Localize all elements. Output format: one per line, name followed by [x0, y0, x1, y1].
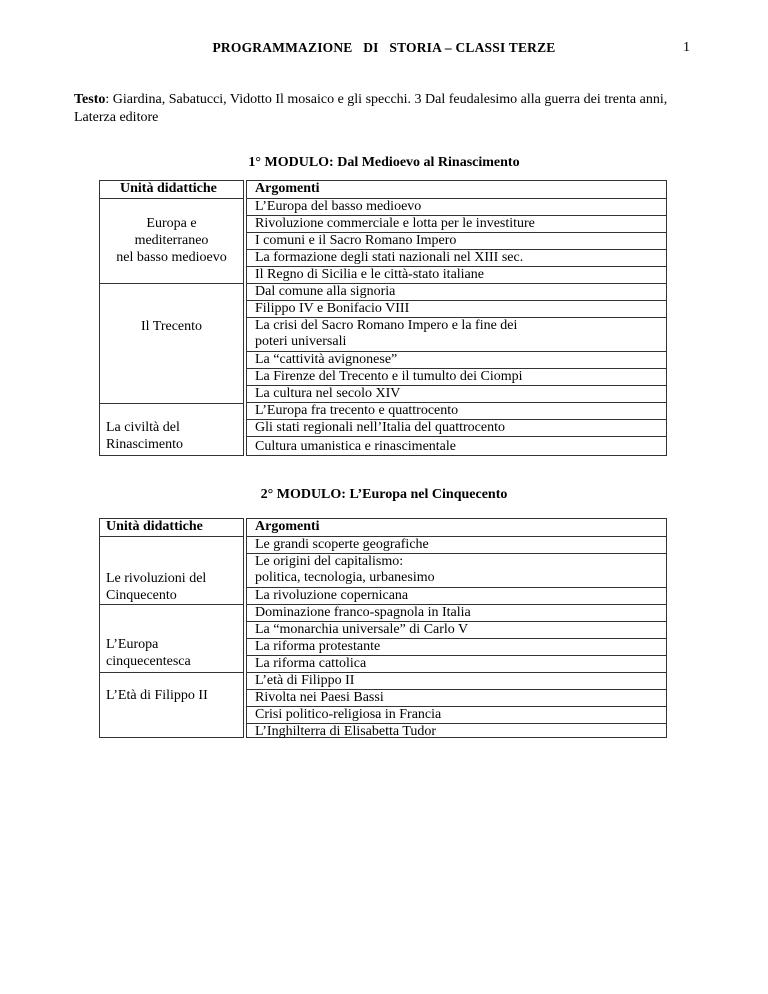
textbook-value: : Giardina, Sabatucci, Vidotto Il mosaico e gli specchi. 3 Dal feudalesimo alla guerra dei trenta anni, Laterza editore: [74, 92, 668, 125]
topic-row: Dominazione franco-spagnola in Italia: [247, 604, 666, 621]
topic-row: Gli stati regionali nell’Italia del quattrocento: [247, 419, 666, 436]
module-1-title: 1° MODULO: Dal Medioevo al Rinascimento: [248, 155, 520, 170]
module-1-topics-header: Argomenti: [255, 181, 320, 196]
textbook-label: Testo: [74, 92, 106, 107]
topic-row: Le grandi scoperte geografiche: [247, 536, 666, 553]
topic-row: La crisi del Sacro Romano Impero e la fine dei: [247, 317, 666, 334]
module-1-topics-column: [246, 180, 667, 456]
topic-row: Rivoluzione commerciale e lotta per le investiture: [247, 215, 666, 232]
page-header: [0, 40, 768, 56]
topic-row: politica, tecnologia, urbanesimo: [255, 570, 435, 585]
topic-row: La Firenze del Trecento e il tumulto dei Ciompi: [247, 368, 666, 385]
module-1-units-column: [99, 180, 244, 456]
module-1-unit-3: La civiltà del Rinascimento: [106, 420, 183, 452]
topic-row: Filippo IV e Bonifacio VIII: [247, 300, 666, 317]
module-1-units-header: Unità didattiche: [120, 181, 217, 196]
topic-row: La cultura nel secolo XIV: [247, 385, 666, 402]
topic-row: Il Regno di Sicilia e le città-stato italiane: [247, 266, 666, 283]
page-number: 1: [683, 40, 690, 55]
topic-row: L’Inghilterra di Elisabetta Tudor: [247, 723, 666, 738]
topic-row: La riforma protestante: [247, 638, 666, 655]
topic-row: La “monarchia universale” di Carlo V: [247, 621, 666, 638]
module-2-unit-2: L’Europa cinquecentesca: [106, 637, 191, 669]
topic-row: Cultura umanistica e rinascimentale: [247, 436, 666, 455]
module-2-title: 2° MODULO: L’Europa nel Cinquecento: [260, 487, 508, 502]
module-2-topics-column: [246, 518, 667, 738]
module-1-unit-1: Europa e mediterraneo nel basso medioevo: [116, 216, 227, 265]
topic-row: Le origini del capitalismo:: [247, 553, 666, 570]
textbook-reference: [74, 91, 684, 127]
topic-row: Rivolta nei Paesi Bassi: [247, 689, 666, 706]
topic-row: L’età di Filippo II: [247, 672, 666, 689]
topic-row: La riforma cattolica: [247, 655, 666, 672]
topic-row: L’Europa del basso medioevo: [247, 198, 666, 215]
topic-row: poteri universali: [255, 334, 347, 349]
topic-row: Crisi politico-religiosa in Francia: [247, 706, 666, 723]
topic-row: Dal comune alla signoria: [247, 283, 666, 300]
module-2-unit-3: L’Età di Filippo II: [106, 688, 208, 703]
document-title: PROGRAMMAZIONE DI STORIA – CLASSI TERZE: [212, 40, 556, 55]
topic-row: I comuni e il Sacro Romano Impero: [247, 232, 666, 249]
topic-row: La rivoluzione copernicana: [247, 587, 666, 604]
topic-row: L’Europa fra trecento e quattrocento: [247, 402, 666, 419]
module-2-topics-header: Argomenti: [255, 519, 320, 534]
topic-row: La “cattività avignonese”: [247, 351, 666, 368]
module-1-unit-2: Il Trecento: [140, 319, 203, 334]
module-2-unit-1: Le rivoluzioni del Cinquecento: [106, 571, 207, 603]
topic-row: La formazione degli stati nazionali nel XIII sec.: [247, 249, 666, 266]
module-2-units-header: Unità didattiche: [106, 519, 203, 534]
module-2-units-column: [99, 518, 244, 738]
